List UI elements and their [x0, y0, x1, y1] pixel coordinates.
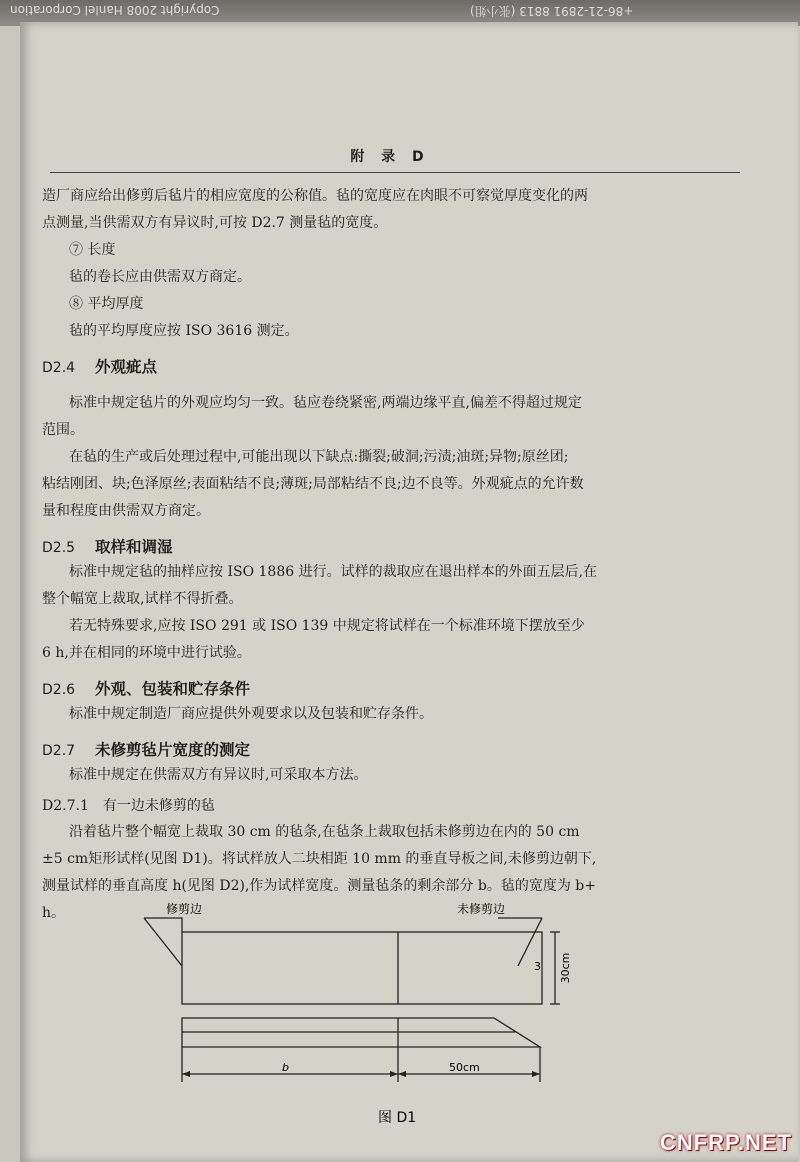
label-untrimmed-edge: 未修剪边 — [457, 902, 506, 916]
d25-line-4: 6 h,并在相同的环境中进行试验。 — [42, 645, 251, 661]
arrow-head — [182, 1071, 190, 1077]
d25-line-1: 标准中规定毡的抽样应按 ISO 1886 进行。试样的裁取应在退出样本的外面五层后,在 — [69, 564, 598, 580]
subsection-number: D2.7.1 — [42, 798, 89, 814]
untrimmed-edge-pointer — [518, 918, 542, 966]
arrow-head — [532, 1071, 540, 1077]
d26-line-1: 标准中规定制造厂商应提供外观要求以及包装和贮存条件。 — [69, 706, 433, 722]
d271-line-1: 沿着毡片整个幅宽上裁取 30 cm 的毡条,在毡条上裁取包括未修剪边在内的 50 cm — [69, 824, 580, 840]
intro-line-1: 造厂商应给出修剪后毡片的相应宽度的公称值。毡的宽度应在肉眼不可察觉厚度变化的两 — [42, 188, 588, 204]
felt-strip-rect — [182, 932, 542, 1004]
label-b: b — [282, 1061, 289, 1074]
d271-line-2: ±5 cm矩形试样(见图 D1)。将试样放人二块相距 10 mm 的垂直导板之间,未修剪边朝下, — [42, 851, 597, 867]
section-title: 未修剪毡片宽度的测定 — [95, 741, 251, 759]
d24-line-5: 量和程度由供需双方商定。 — [42, 503, 210, 519]
d25-line-3: 若无特殊要求,应按 ISO 291 或 ISO 139 中规定将试样在一个标准环境下摆放至少 — [69, 618, 585, 634]
page-header: 附 录 D — [350, 149, 430, 165]
arrow-head — [398, 1071, 406, 1077]
item-8-text: 毡的平均厚度应按 ISO 3616 测定。 — [69, 323, 299, 339]
document-page — [20, 22, 798, 1162]
section-number: D2.5 — [42, 540, 76, 556]
d271-line-4: h。 — [42, 905, 66, 921]
d24-line-2: 范围。 — [42, 422, 84, 438]
item-7-title: ⑦ 长度 — [69, 242, 116, 258]
top-strip-left-text: Copyright 2008 Hanlel Corporation — [10, 3, 220, 17]
section-number: D2.7 — [42, 743, 76, 759]
top-strip-right-text: +86-21-2891 8813 (张小姐) — [470, 4, 634, 18]
label-trimmed-edge: 修剪边 — [166, 902, 203, 916]
figure-d1 — [20, 22, 798, 1162]
section-title: 外观、包装和贮存条件 — [95, 680, 251, 698]
d24-line-1: 标准中规定毡片的外观应均匀一致。毡应卷绕紧密,两端边缘平直,偏差不得超过规定 — [69, 395, 582, 411]
d271-line-3: 测量试样的垂直高度 h(见图 D2),作为试样宽度。测量毡条的剩余部分 b。毡的宽度为 b+ — [42, 878, 596, 894]
item-8-title: ⑧ 平均厚度 — [69, 296, 144, 312]
trimmed-edge-pointer — [144, 918, 182, 966]
label-3: 3 — [534, 960, 541, 973]
figure-caption: 图 D1 — [378, 1110, 417, 1126]
label-30cm: 30cm — [559, 952, 572, 984]
site-watermark-logo: CNFRP.NET — [659, 1130, 792, 1155]
section-title: 取样和调湿 — [95, 538, 173, 556]
subsection-title: 有一边未修剪的毡 — [102, 798, 215, 814]
d25-line-2: 整个幅宽上裁取,试样不得折叠。 — [42, 591, 243, 607]
item-7-text: 毡的卷长应由供需双方商定。 — [69, 269, 251, 285]
section-title: 外观疵点 — [95, 358, 158, 376]
arrow-head — [390, 1071, 398, 1077]
section-number: D2.4 — [42, 360, 76, 376]
d24-line-4: 粘结刚团、块;色泽原丝;表面粘结不良;薄斑;局部粘结不良;边不良等。外观疵点的允许数 — [42, 476, 584, 492]
d27-line-1: 标准中规定在供需双方有异议时,可采取本方法。 — [69, 767, 368, 783]
section-number: D2.6 — [42, 682, 76, 698]
d24-line-3: 在毡的生产或后处理过程中,可能出现以下缺点:撕裂;破洞;污渍;油斑;异物;原丝团; — [69, 449, 569, 465]
intro-line-2: 点测量,当供需双方有异议时,可按 D2.7 测量毡的宽度。 — [42, 215, 388, 231]
label-50cm: 50cm — [449, 1061, 480, 1074]
